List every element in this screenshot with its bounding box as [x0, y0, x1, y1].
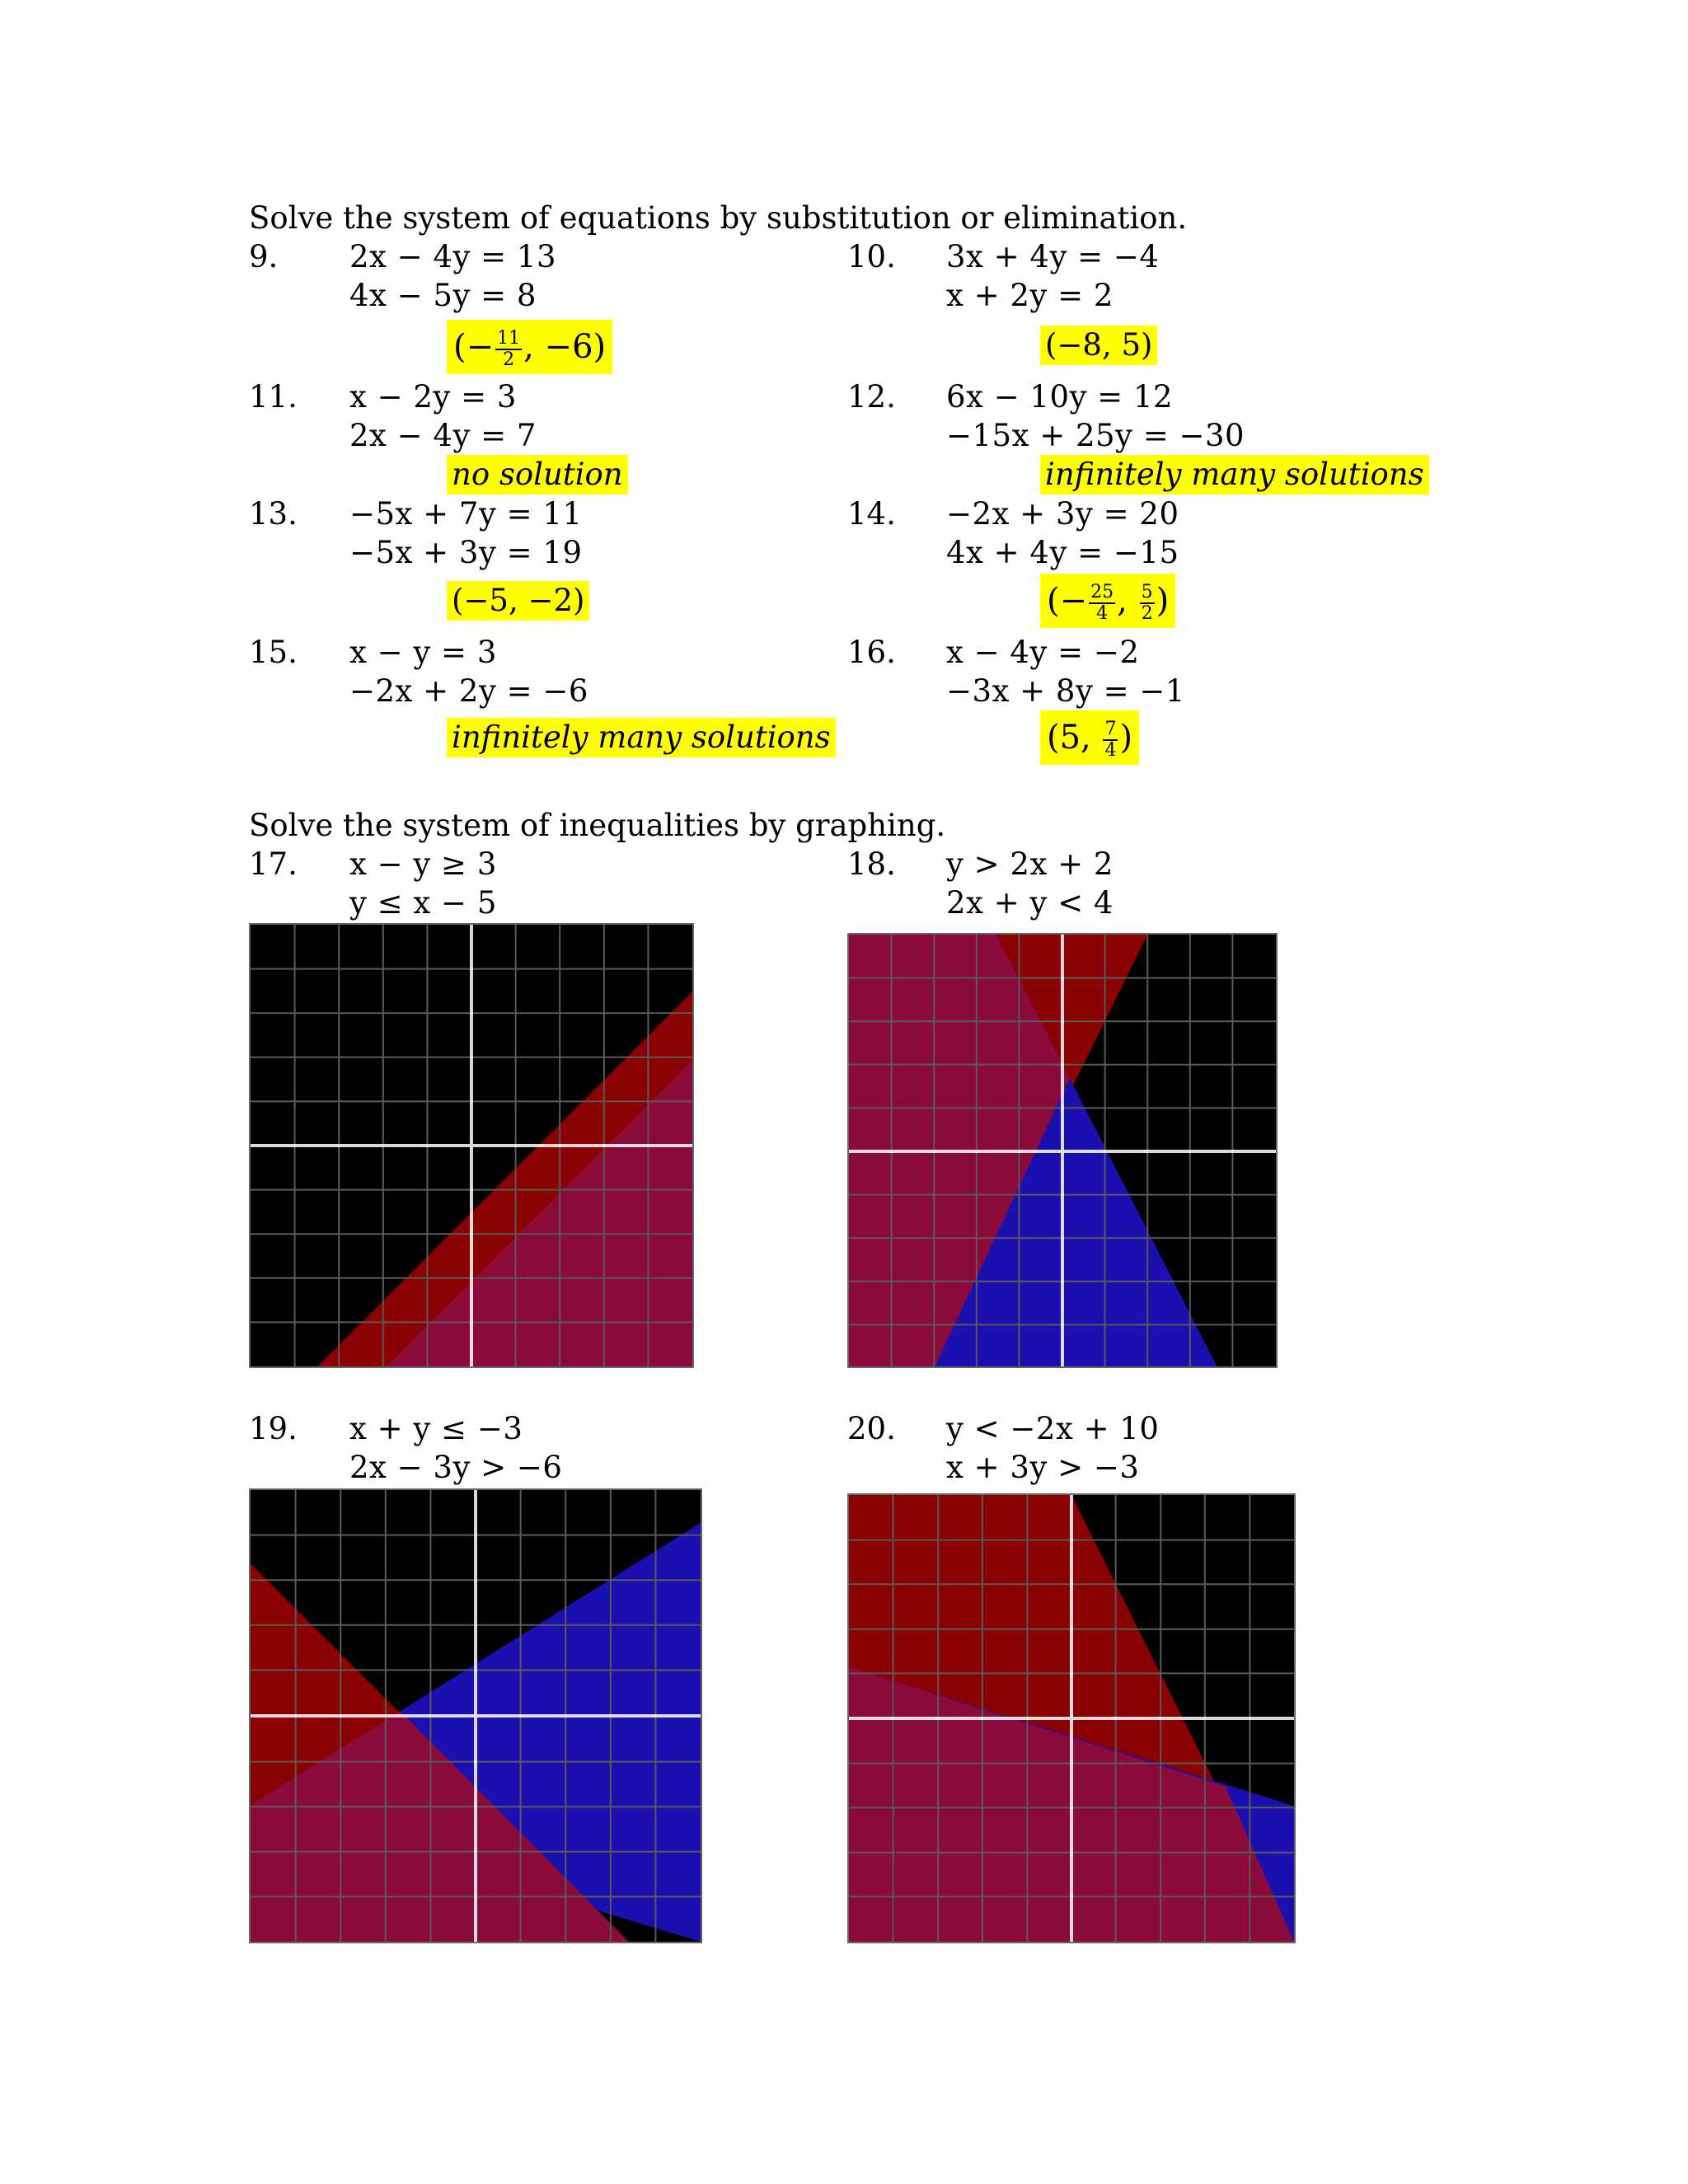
problem-number: 14.: [847, 496, 896, 532]
equation-1: −5x + 7y = 11: [349, 496, 583, 532]
answer-highlight: [1040, 710, 1139, 765]
inequality-1: y > 2x + 2: [946, 846, 1114, 882]
answer-highlight: (−8, 5): [1040, 326, 1157, 365]
equation-2: −5x + 3y = 19: [349, 535, 583, 570]
equation-2: −2x + 2y = −6: [349, 673, 588, 709]
equation-1: 6x − 10y = 12: [946, 379, 1174, 415]
problem-number: 19.: [249, 1411, 298, 1446]
problem-number: 9.: [249, 239, 279, 274]
graph-svg: [849, 935, 1276, 1366]
denominator: 4: [1096, 603, 1109, 624]
answer-part: (5,: [1047, 719, 1102, 757]
problem-number: 16.: [847, 635, 896, 670]
section-heading-equations: Solve the system of equations by substitution or elimination.: [249, 200, 1188, 236]
equation-2: 4x + 4y = −15: [946, 535, 1179, 570]
graph-problem-19: [249, 1488, 702, 1943]
overlap-region: [387, 1061, 692, 1366]
problem-number: 11.: [249, 379, 298, 415]
equation-1: 3x + 4y = −4: [946, 239, 1160, 274]
inequality-2: 2x + y < 4: [946, 885, 1114, 921]
problem-number: 15.: [249, 635, 298, 670]
problem-number: 13.: [249, 496, 298, 532]
answer-part: ,: [1117, 582, 1138, 620]
equation-1: x − 4y = −2: [946, 635, 1140, 670]
equation-2: −15x + 25y = −30: [946, 418, 1245, 453]
answer-highlight: [447, 320, 612, 374]
fraction: [1089, 583, 1115, 624]
equation-2: x + 2y = 2: [946, 278, 1114, 313]
graph-problem-17: [249, 923, 694, 1368]
equation-1: −2x + 3y = 20: [946, 496, 1179, 532]
answer-highlight: [1040, 574, 1175, 628]
numerator: 5: [1141, 582, 1153, 602]
problem-number: 10.: [847, 239, 896, 274]
answer-part: ): [1119, 719, 1133, 757]
answer-part: (−: [453, 328, 495, 366]
fraction: [1103, 719, 1118, 761]
problem-number: 20.: [847, 1411, 896, 1446]
inequality-1: x − y ≥ 3: [349, 846, 497, 882]
inequality-2: y ≤ x − 5: [349, 885, 497, 921]
problem-number: 17.: [249, 846, 298, 882]
equation-1: x − 2y = 3: [349, 379, 517, 415]
fraction: [495, 329, 522, 370]
numerator: 25: [1090, 582, 1114, 602]
denominator: 2: [503, 349, 515, 370]
inequality-1: y < −2x + 10: [946, 1411, 1160, 1446]
problem-number: 18.: [847, 846, 896, 882]
answer-part: , −6): [523, 328, 607, 366]
answer-part: (−: [1047, 582, 1088, 620]
fraction: [1140, 583, 1155, 624]
answer-part: ): [1156, 582, 1170, 620]
denominator: 4: [1104, 740, 1117, 761]
graph-svg: [251, 1490, 701, 1942]
inequality-1: x + y ≤ −3: [349, 1411, 523, 1446]
answer-highlight: infinitely many solutions: [1040, 455, 1429, 494]
graph-svg: [251, 925, 692, 1366]
equation-2: 2x − 4y = 7: [349, 418, 537, 453]
graph-svg: [849, 1495, 1294, 1942]
graph-problem-18: [847, 933, 1278, 1368]
answer-highlight: (−5, −2): [447, 581, 589, 621]
equation-1: x − y = 3: [349, 635, 497, 670]
inequality-2: 2x − 3y > −6: [349, 1450, 563, 1485]
numerator: 11: [497, 328, 521, 349]
graph-problem-20: [847, 1493, 1296, 1943]
numerator: 7: [1104, 719, 1117, 739]
section-heading-inequalities: Solve the system of inequalities by graphing.: [249, 808, 946, 843]
equation-1: 2x − 4y = 13: [349, 239, 556, 274]
inequality-2: x + 3y > −3: [946, 1450, 1140, 1485]
equation-2: 4x − 5y = 8: [349, 278, 537, 313]
problem-number: 12.: [847, 379, 896, 415]
answer-highlight: no solution: [447, 455, 628, 494]
equation-2: −3x + 8y = −1: [946, 673, 1185, 709]
answer-highlight: infinitely many solutions: [447, 718, 836, 757]
denominator: 2: [1141, 603, 1153, 624]
